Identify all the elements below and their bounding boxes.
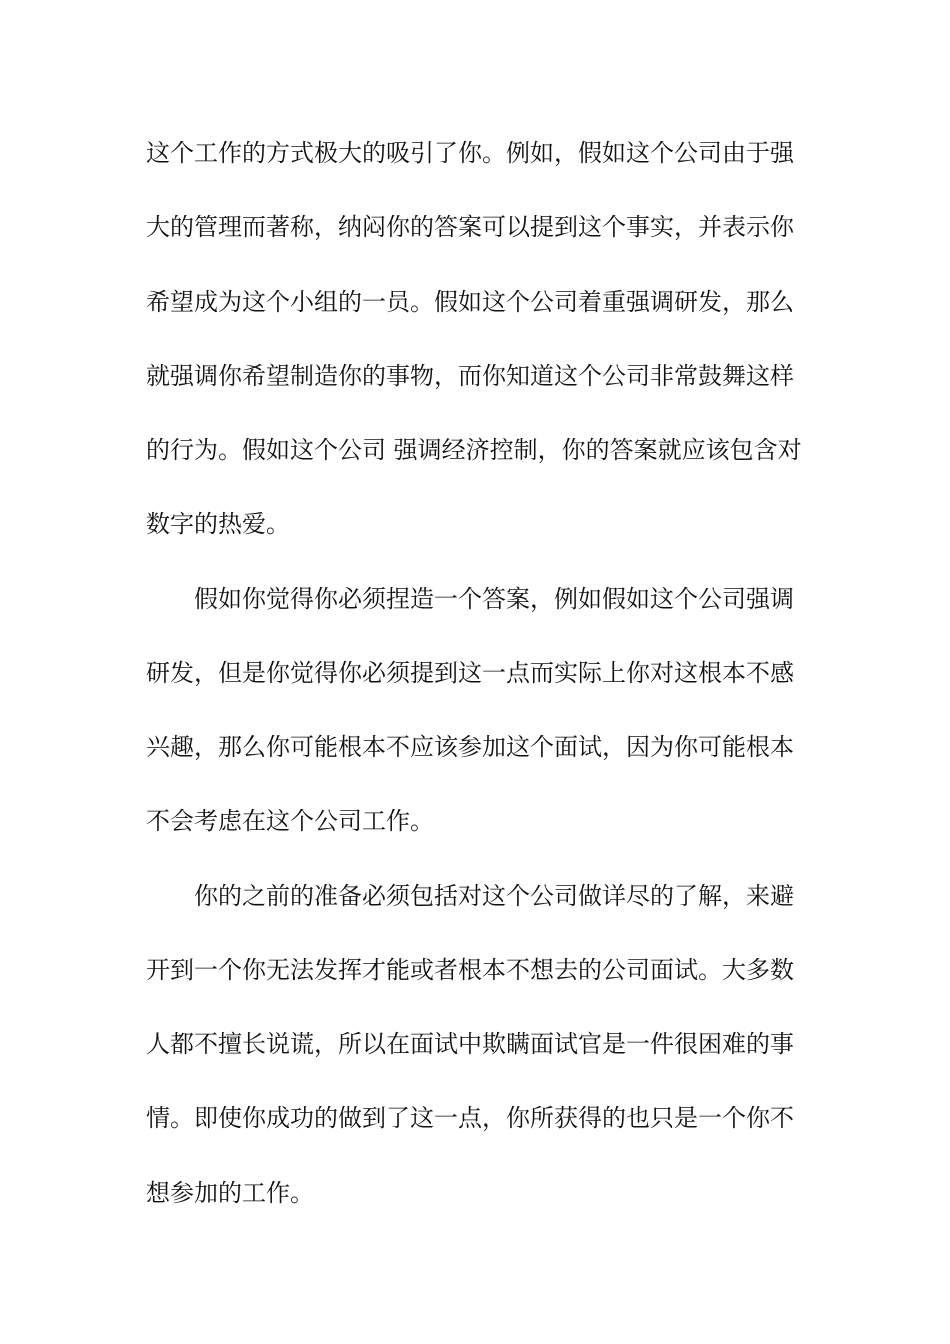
paragraph-first-line: 假如你觉得你必须捏造一个答案，例如假如这个公司强调 (194, 585, 794, 613)
text-line: 开到一个你无法发挥才能或者根本不想去的公司面试。大多数 (146, 956, 794, 984)
text-line: 大的管理而著称，纳闷你的答案可以提到这个事实，并表示你 (146, 213, 794, 241)
text-line: 想参加的工作。 (146, 1179, 314, 1207)
text-line: 不会考虑在这个公司工作。 (146, 807, 434, 835)
paragraph-first-line: 你的之前的准备必须包括对这个公司做详尽的了解，来避 (194, 882, 794, 910)
text-line: 兴趣，那么你可能根本不应该参加这个面试，因为你可能根本 (146, 733, 794, 761)
text-line: 这个工作的方式极大的吸引了你。例如，假如这个公司由于强 (146, 139, 794, 167)
text-line: 研发，但是你觉得你必须提到这一点而实际上你对这根本不感 (146, 659, 794, 687)
text-line: 的行为。假如这个公司 强调经济控制，你的答案就应该包含对 (146, 436, 802, 464)
text-line: 情。即使你成功的做到了这一点，你所获得的也只是一个你不 (146, 1104, 794, 1132)
text-line: 就强调你希望制造你的事物，而你知道这个公司非常鼓舞这样 (146, 362, 794, 390)
text-line: 希望成为这个小组的一员。假如这个公司着重强调研发，那么 (146, 288, 794, 316)
text-line: 人都不擅长说谎，所以在面试中欺瞒面试官是一件很困难的事 (146, 1030, 794, 1058)
text-line: 数字的热爱。 (146, 510, 290, 538)
